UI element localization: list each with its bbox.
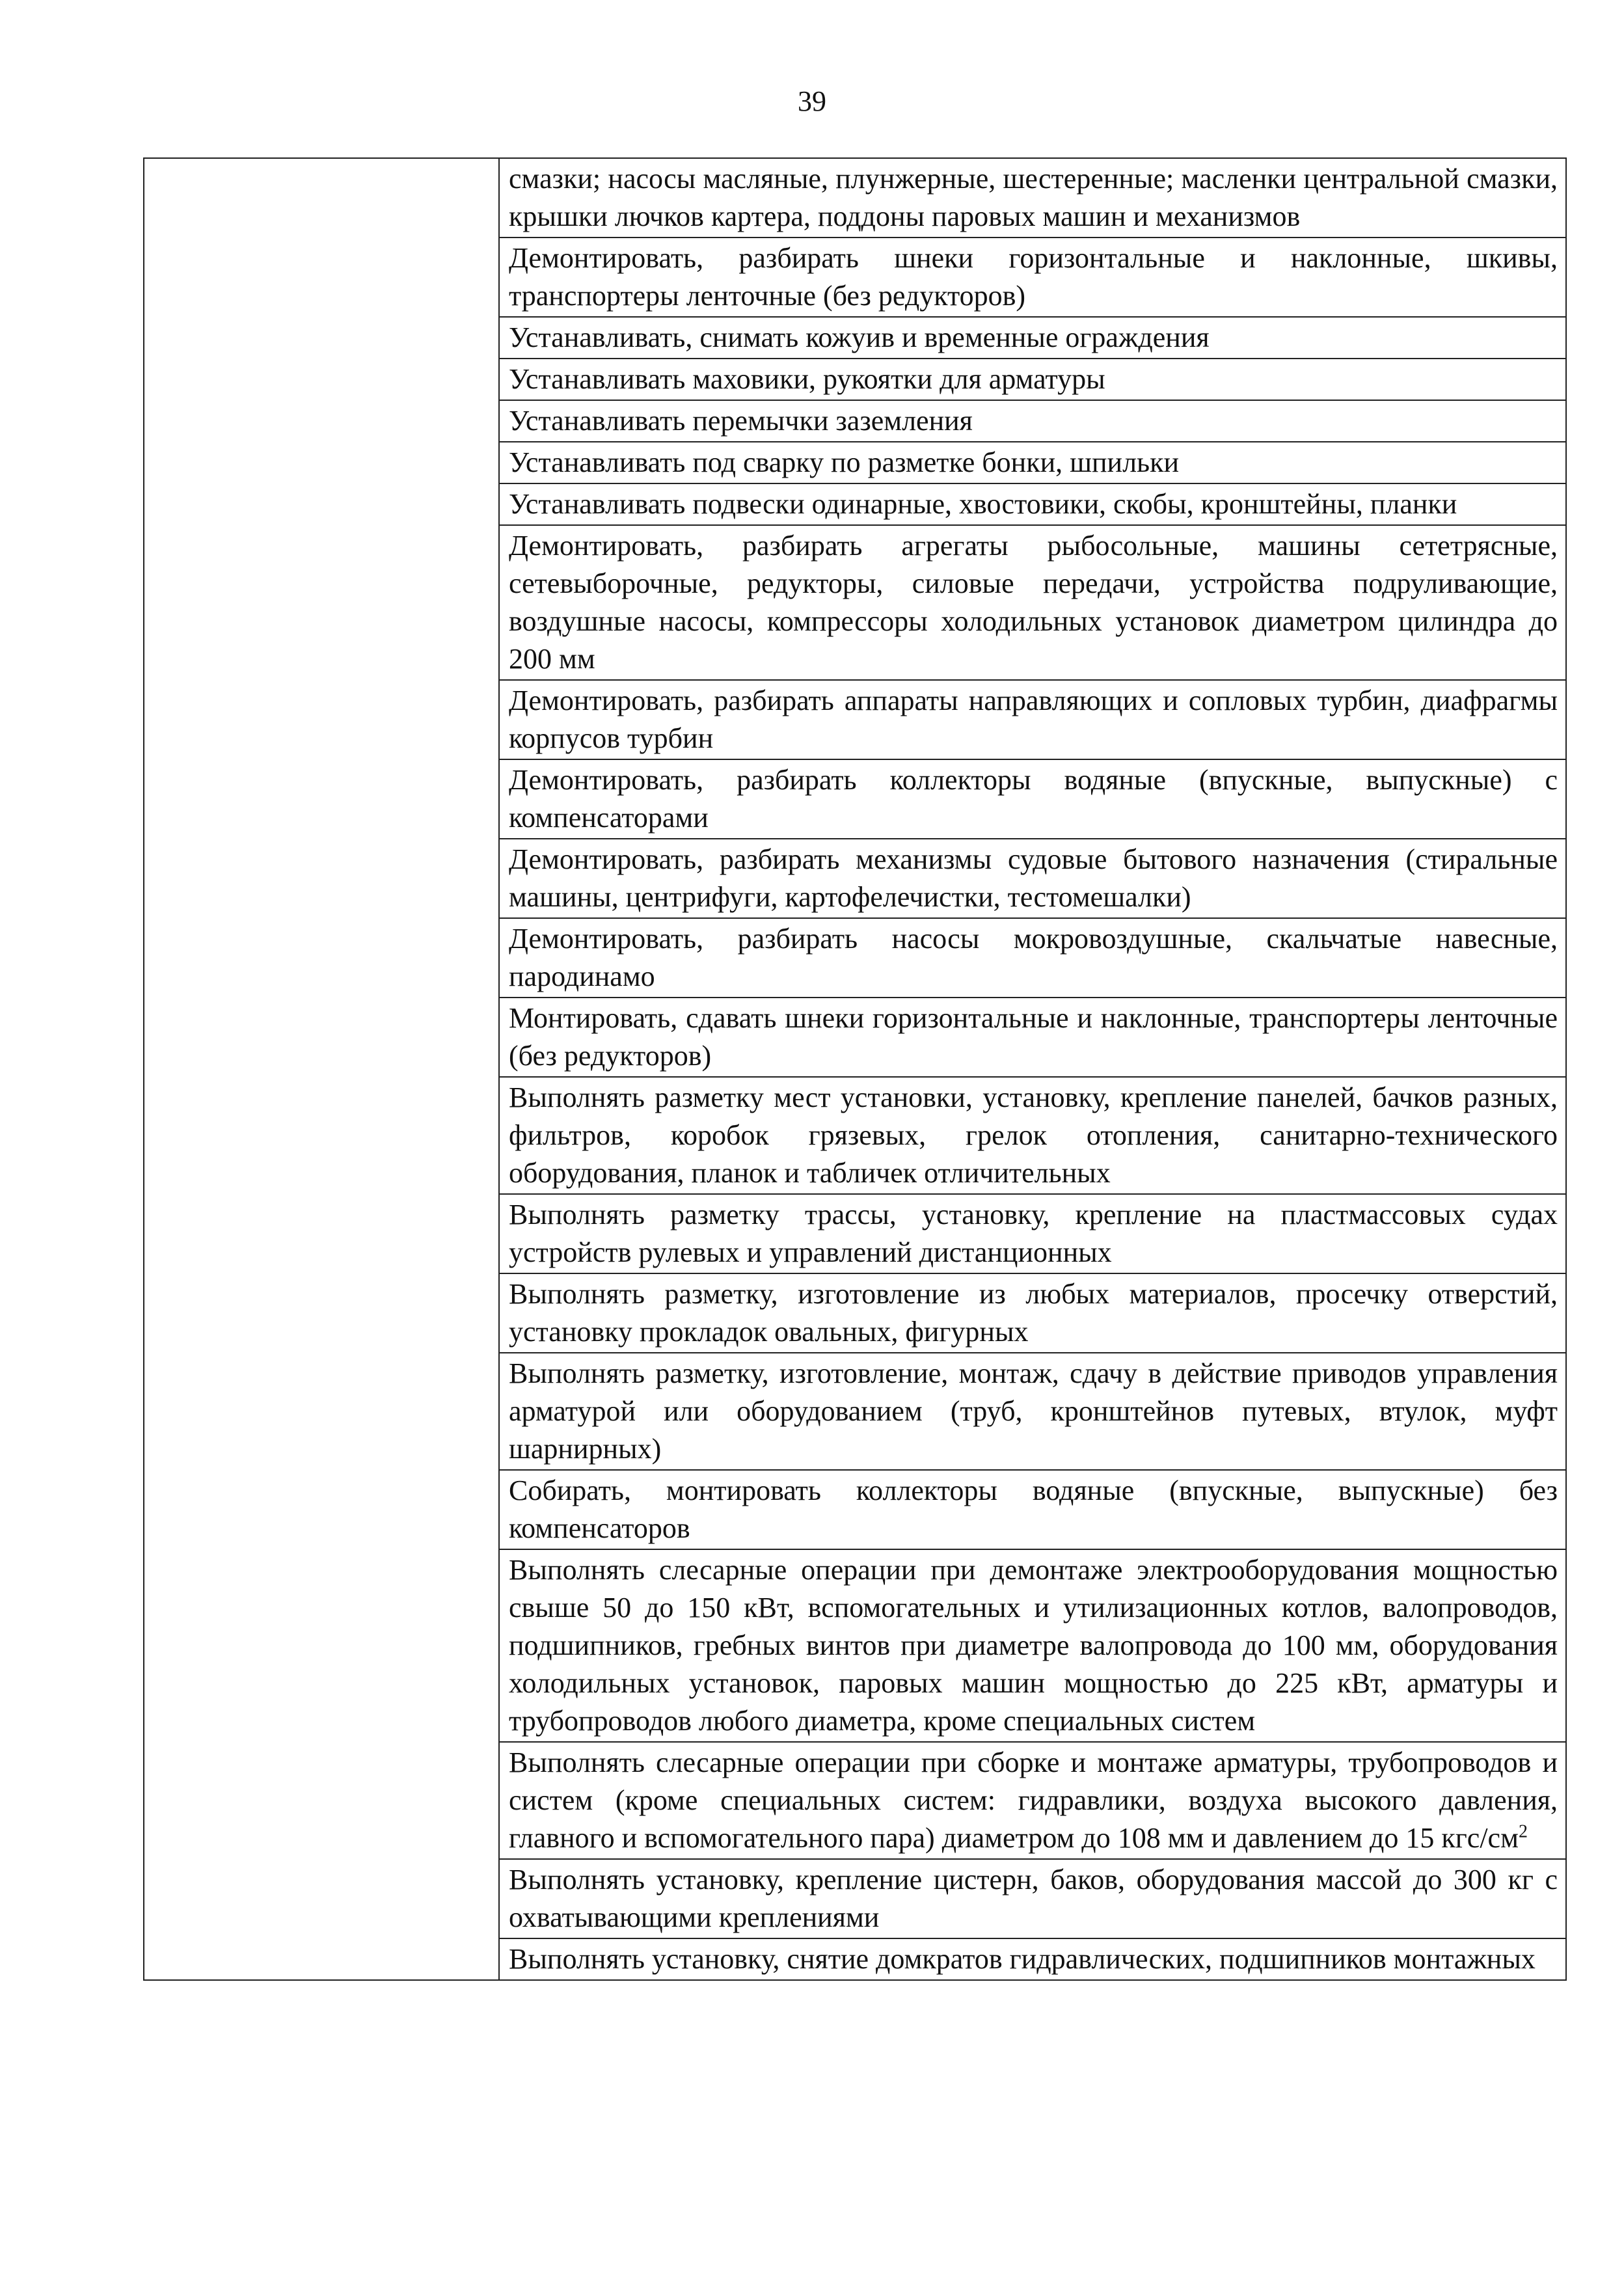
task-cell: Выполнять разметку мест установки, установку, крепление панелей, бачков разных, фильтров, коробок грязевых, грелок отопления, санитарно-технического оборудования, планок и табличек отличительных xyxy=(499,1077,1566,1194)
task-cell: Устанавливать, снимать кожуив и временные ограждения xyxy=(499,317,1566,359)
superscript-two: 2 xyxy=(1518,1821,1528,1842)
task-cell: Монтировать, сдавать шнеки горизонтальные и наклонные, транспортеры ленточные (без редукторов) xyxy=(499,998,1566,1077)
task-cell: смазки; насосы масляные, плунжерные, шестеренные; масленки центральной смазки, крышки лючков картера, поддоны паровых машин и механизмов xyxy=(499,158,1566,238)
task-cell: Демонтировать, разбирать агрегаты рыбосольные, машины сететрясные, сетевыборочные, редукторы, силовые передачи, устройства подруливающие, воздушные насосы, компрессоры холодильных установок диаметром цилиндра до 200 мм xyxy=(499,525,1566,680)
work-tasks-table xyxy=(143,157,1567,1981)
task-cell: Демонтировать, разбирать насосы мокровоздушные, скальчатые навесные, пародинамо xyxy=(499,918,1566,998)
task-cell: Выполнять разметку, изготовление из любых материалов, просечку отверстий, установку прокладок овальных, фигурных xyxy=(499,1273,1566,1353)
table-row xyxy=(144,158,1566,238)
task-cell: Демонтировать, разбирать коллекторы водяные (впускные, выпускные) с компенсаторами xyxy=(499,759,1566,839)
empty-left-column xyxy=(144,158,499,1980)
task-cell: Устанавливать перемычки заземления xyxy=(499,400,1566,442)
task-cell: Устанавливать под сварку по разметке бонки, шпильки xyxy=(499,442,1566,483)
task-cell: Выполнять установку, крепление цистерн, баков, оборудования массой до 300 кг с охватывающими креплениями xyxy=(499,1859,1566,1938)
task-cell: Собирать, монтировать коллекторы водяные (впускные, выпускные) без компенсаторов xyxy=(499,1470,1566,1549)
task-text: Выполнять слесарные операции при сборке и монтаже арматуры, трубопроводов и систем (кроме специальных систем: гидравлики, воздуха высокого давления, главного и вспомогательного пара) диаметром до 108 мм и давлением до 15 кгс/см xyxy=(509,1746,1558,1854)
task-cell: Выполнять разметку трассы, установку, крепление на пластмассовых судах устройств рулевых и управлений дистанционных xyxy=(499,1194,1566,1273)
task-cell: Демонтировать, разбирать шнеки горизонтальные и наклонные, шкивы, транспортеры ленточные (без редукторов) xyxy=(499,238,1566,317)
task-cell-pressure xyxy=(499,1742,1566,1859)
page-number: 39 xyxy=(798,85,826,117)
task-cell: Выполнять слесарные операции при демонтаже электрооборудования мощностью свыше 50 до 150 кВт, вспомогательных и утилизационных котлов, валопроводов, подшипников, гребных винтов при диаметре валопровода до 100 мм, оборудования холодильных установок, паровых машин мощностью до 225 кВт, арматуры и трубопроводов любого диаметра, кроме специальных систем xyxy=(499,1549,1566,1742)
task-cell: Устанавливать подвески одинарные, хвостовики, скобы, кронштейны, планки xyxy=(499,483,1566,525)
task-cell: Устанавливать маховики, рукоятки для арматуры xyxy=(499,359,1566,400)
task-cell: Демонтировать, разбирать механизмы судовые бытового назначения (стиральные машины, центрифуги, картофелечистки, тестомешалки) xyxy=(499,839,1566,918)
task-cell: Выполнять разметку, изготовление, монтаж, сдачу в действие приводов управления арматурой или оборудованием (труб, кронштейнов путевых, втулок, муфт шарнирных) xyxy=(499,1353,1566,1470)
task-cell: Демонтировать, разбирать аппараты направляющих и сопловых турбин, диафрагмы корпусов турбин xyxy=(499,680,1566,759)
task-cell: Выполнять установку, снятие домкратов гидравлических, подшипников монтажных xyxy=(499,1938,1566,1980)
